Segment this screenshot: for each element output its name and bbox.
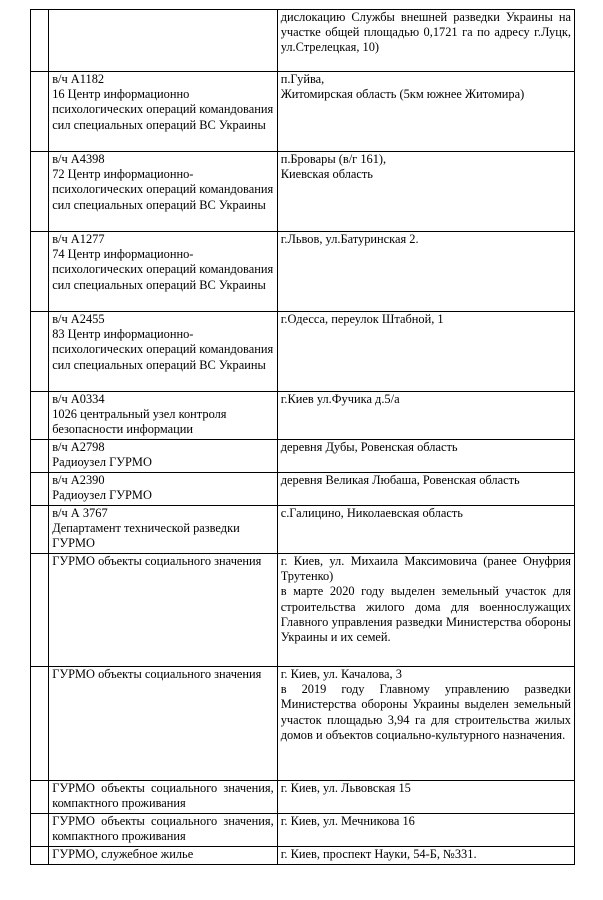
table-row [31,667,575,781]
location-cell: г. Киев, ул. Михаила Максимовича (ранее Онуфрия Трутенко) в марте 2020 году выделен земельный участок для строительства жилого дома для военнослужащих Главного управления разведки Министерства обороны Украины и их семей. [277,554,574,667]
index-cell [31,847,49,865]
location-cell: г.Одесса, переулок Штабной, 1 [277,312,574,392]
index-cell [31,10,49,72]
location-cell: с.Галицино, Николаевская область [277,506,574,554]
location-cell: деревня Великая Любаша, Ровенская область [277,473,574,506]
unit-cell: в/ч А1277 74 Центр информационно-психологических операций командования сил специальных операций ВС Украины [49,232,278,312]
index-cell [31,312,49,392]
location-cell: деревня Дубы, Ровенская область [277,440,574,473]
unit-cell: в/ч А 3767 Департамент технической разведки ГУРМО [49,506,278,554]
table-row [31,392,575,440]
index-cell [31,440,49,473]
table-row [31,847,575,865]
index-cell [31,473,49,506]
table-row [31,781,575,814]
index-cell [31,781,49,814]
document-table [30,9,575,865]
location-cell: дислокацию Службы внешней разведки Украины на участке общей площадью 0,1721 га по адресу г.Луцк, ул.Стрелецкая, 10) [277,10,574,72]
table-row [31,10,575,72]
unit-cell: в/ч А0334 1026 центральный узел контроля безопасности информации [49,392,278,440]
table-row [31,440,575,473]
table-row [31,814,575,847]
table-row [31,312,575,392]
table-row [31,473,575,506]
unit-cell [49,10,278,72]
location-cell: г. Киев, ул. Качалова, 3 в 2019 году Главному управлению разведки Министерства обороны Украины выделен земельный участок площадью 3,94 га для строительства жилых домов и объектов социально-культурного назначения. [277,667,574,781]
location-cell: г.Киев ул.Фучика д.5/а [277,392,574,440]
index-cell [31,554,49,667]
table-row [31,554,575,667]
table-row [31,506,575,554]
location-cell: г. Киев, ул. Львовская 15 [277,781,574,814]
unit-cell: ГУРМО, служебное жилье [49,847,278,865]
unit-cell: в/ч А2455 83 Центр информационно-психологических операций командования сил специальных операций ВС Украины [49,312,278,392]
unit-cell: ГУРМО объекты социального значения, компактного проживания [49,814,278,847]
unit-cell: ГУРМО объекты социального значения [49,554,278,667]
location-cell: г.Львов, ул.Батуринская 2. [277,232,574,312]
index-cell [31,152,49,232]
unit-cell: в/ч А2798 Радиоузел ГУРМО [49,440,278,473]
unit-cell: в/ч А2390 Радиоузел ГУРМО [49,473,278,506]
location-cell: г. Киев, ул. Мечникова 16 [277,814,574,847]
unit-cell: в/ч А4398 72 Центр информационно-психологических операций командования сил специальных операций ВС Украины [49,152,278,232]
table-row [31,152,575,232]
index-cell [31,506,49,554]
location-cell: п.Гуйва, Житомирская область (5км южнее Житомира) [277,72,574,152]
unit-cell: ГУРМО объекты социального значения, компактного проживания [49,781,278,814]
index-cell [31,72,49,152]
table-row [31,232,575,312]
index-cell [31,814,49,847]
unit-cell: ГУРМО объекты социального значения [49,667,278,781]
table-row [31,72,575,152]
location-cell: г. Киев, проспект Науки, 54-Б, №331. [277,847,574,865]
index-cell [31,232,49,312]
index-cell [31,392,49,440]
unit-cell: в/ч А1182 16 Центр информационно психологических операций командования сил специальных операций ВС Украины [49,72,278,152]
location-cell: п.Бровары (в/г 161), Киевская область [277,152,574,232]
index-cell [31,667,49,781]
